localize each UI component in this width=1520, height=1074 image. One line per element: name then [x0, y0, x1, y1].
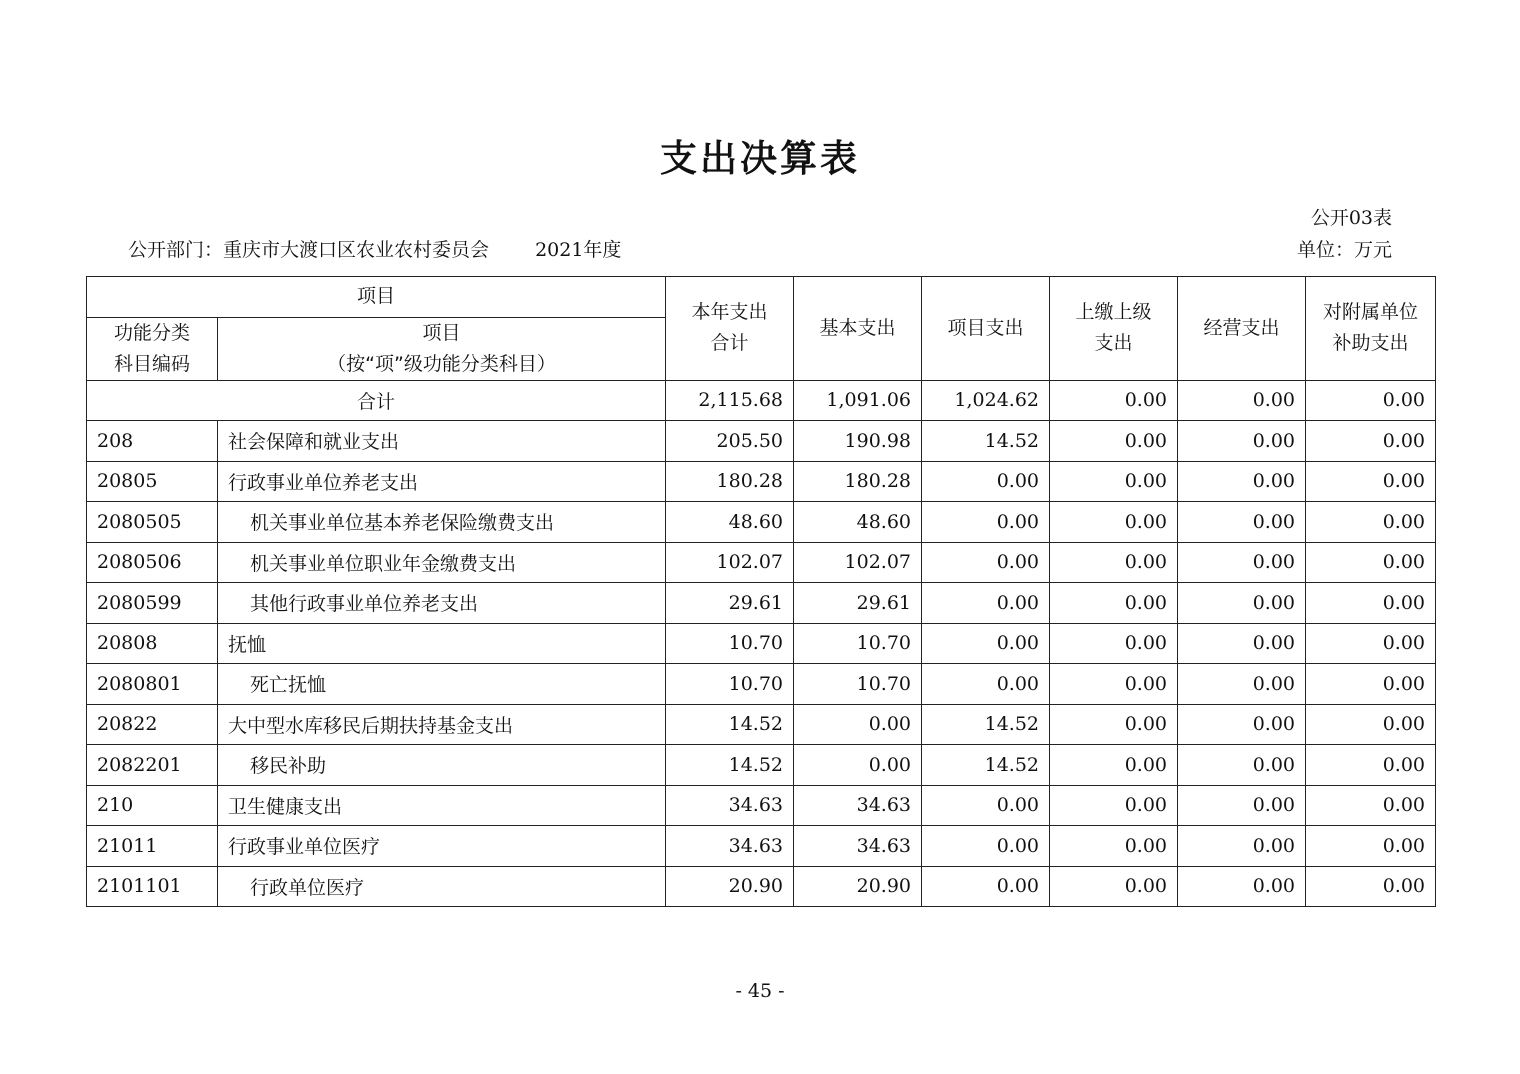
cell-subsidy: 0.00 [1306, 826, 1436, 867]
cell-total: 34.63 [666, 826, 794, 867]
cell-basic: 34.63 [794, 785, 922, 826]
cell-name: 行政事业单位医疗 [218, 826, 666, 867]
cell-upper: 0.00 [1050, 421, 1178, 462]
cell-total: 20.90 [666, 866, 794, 907]
total-cell-total: 2,115.68 [666, 380, 794, 421]
header-name-line2: （按“项”级功能分类科目） [327, 352, 556, 375]
cell-subsidy: 0.00 [1306, 785, 1436, 826]
cell-code: 2080599 [87, 583, 218, 624]
table-row [87, 866, 1436, 907]
year-label: 2021年度 [535, 239, 622, 261]
cell-basic: 0.00 [794, 745, 922, 786]
cell-name: 死亡抚恤 [218, 664, 666, 705]
cell-total: 205.50 [666, 421, 794, 462]
cell-subsidy: 0.00 [1306, 745, 1436, 786]
cell-subsidy: 0.00 [1306, 542, 1436, 583]
cell-name: 卫生健康支出 [218, 785, 666, 826]
table-row [87, 421, 1436, 462]
header-project-expense: 项目支出 [922, 277, 1050, 381]
cell-basic: 10.70 [794, 623, 922, 664]
cell-code: 20822 [87, 704, 218, 745]
cell-upper: 0.00 [1050, 704, 1178, 745]
meta-left [128, 235, 661, 262]
total-label: 合计 [87, 380, 666, 421]
total-cell-subsidy: 0.00 [1306, 380, 1436, 421]
cell-basic: 48.60 [794, 502, 922, 543]
cell-total: 10.70 [666, 664, 794, 705]
cell-total: 29.61 [666, 583, 794, 624]
unit-label: 单位：万元 [1296, 239, 1392, 261]
cell-name: 社会保障和就业支出 [218, 421, 666, 462]
table-row [87, 745, 1436, 786]
cell-upper: 0.00 [1050, 623, 1178, 664]
cell-total: 34.63 [666, 785, 794, 826]
cell-name: 机关事业单位基本养老保险缴费支出 [218, 502, 666, 543]
cell-subsidy: 0.00 [1306, 866, 1436, 907]
cell-code: 2080506 [87, 542, 218, 583]
cell-subsidy: 0.00 [1306, 623, 1436, 664]
cell-business: 0.00 [1178, 664, 1306, 705]
cell-business: 0.00 [1178, 421, 1306, 462]
cell-business: 0.00 [1178, 623, 1306, 664]
cell-business: 0.00 [1178, 745, 1306, 786]
cell-upper: 0.00 [1050, 826, 1178, 867]
table-header [87, 277, 1436, 381]
cell-upper: 0.00 [1050, 461, 1178, 502]
cell-basic: 20.90 [794, 866, 922, 907]
cell-total: 10.70 [666, 623, 794, 664]
header-upper-line1: 上缴上级 [1075, 301, 1152, 324]
cell-business: 0.00 [1178, 502, 1306, 543]
header-total [666, 277, 794, 381]
table-row [87, 826, 1436, 867]
cell-project: 0.00 [922, 785, 1050, 826]
header-basic: 基本支出 [794, 277, 922, 381]
cell-upper: 0.00 [1050, 866, 1178, 907]
cell-basic: 0.00 [794, 704, 922, 745]
cell-upper: 0.00 [1050, 745, 1178, 786]
cell-project: 14.52 [922, 704, 1050, 745]
cell-business: 0.00 [1178, 866, 1306, 907]
header-upper [1050, 277, 1178, 381]
cell-code: 208 [87, 421, 218, 462]
header-total-line1: 本年支出 [691, 301, 768, 324]
table-row [87, 785, 1436, 826]
header-subsidy-line2: 补助支出 [1332, 332, 1409, 355]
cell-basic: 180.28 [794, 461, 922, 502]
cell-total: 14.52 [666, 745, 794, 786]
cell-code: 210 [87, 785, 218, 826]
cell-code: 20808 [87, 623, 218, 664]
cell-project: 14.52 [922, 421, 1050, 462]
cell-code: 2080801 [87, 664, 218, 705]
table-row [87, 583, 1436, 624]
header-name-line1: 项目 [422, 321, 461, 344]
total-cell-upper: 0.00 [1050, 380, 1178, 421]
header-total-line2: 合计 [710, 332, 749, 355]
expenditure-table [86, 276, 1436, 907]
cell-total: 14.52 [666, 704, 794, 745]
cell-code: 2101101 [87, 866, 218, 907]
cell-subsidy: 0.00 [1306, 421, 1436, 462]
cell-basic: 102.07 [794, 542, 922, 583]
cell-subsidy: 0.00 [1306, 583, 1436, 624]
cell-basic: 29.61 [794, 583, 922, 624]
cell-subsidy: 0.00 [1306, 664, 1436, 705]
header-code-line2: 科目编码 [113, 352, 190, 375]
table-row [87, 542, 1436, 583]
cell-code: 2082201 [87, 745, 218, 786]
table-row [87, 461, 1436, 502]
cell-business: 0.00 [1178, 542, 1306, 583]
cell-basic: 34.63 [794, 826, 922, 867]
cell-project: 0.00 [922, 623, 1050, 664]
total-cell-basic: 1,091.06 [794, 380, 922, 421]
header-subsidy-line1: 对附属单位 [1323, 301, 1419, 324]
cell-name: 大中型水库移民后期扶持基金支出 [218, 704, 666, 745]
cell-basic: 10.70 [794, 664, 922, 705]
cell-name: 抚恤 [218, 623, 666, 664]
department-label: 公开部门：重庆市大渡口区农业农村委员会 [128, 239, 490, 261]
cell-project: 0.00 [922, 502, 1050, 543]
cell-total: 180.28 [666, 461, 794, 502]
cell-project: 0.00 [922, 866, 1050, 907]
cell-upper: 0.00 [1050, 542, 1178, 583]
page-number: - 45 - [735, 980, 785, 1002]
cell-project: 0.00 [922, 664, 1050, 705]
header-business: 经营支出 [1178, 277, 1306, 381]
table-number: 公开03表 [1310, 207, 1392, 229]
cell-project: 0.00 [922, 542, 1050, 583]
cell-name: 移民补助 [218, 745, 666, 786]
header-subsidy [1306, 277, 1436, 381]
cell-name: 行政单位医疗 [218, 866, 666, 907]
cell-code: 2080505 [87, 502, 218, 543]
cell-code: 20805 [87, 461, 218, 502]
table-row [87, 704, 1436, 745]
cell-subsidy: 0.00 [1306, 502, 1436, 543]
header-upper-line2: 支出 [1094, 332, 1133, 355]
cell-project: 0.00 [922, 461, 1050, 502]
cell-upper: 0.00 [1050, 502, 1178, 543]
cell-business: 0.00 [1178, 704, 1306, 745]
total-row [87, 380, 1436, 421]
table-row [87, 664, 1436, 705]
meta-row [128, 235, 1392, 262]
cell-code: 21011 [87, 826, 218, 867]
cell-basic: 190.98 [794, 421, 922, 462]
cell-project: 14.52 [922, 745, 1050, 786]
cell-subsidy: 0.00 [1306, 461, 1436, 502]
cell-business: 0.00 [1178, 583, 1306, 624]
header-code [87, 317, 218, 380]
table-row [87, 623, 1436, 664]
cell-upper: 0.00 [1050, 785, 1178, 826]
total-cell-project: 1,024.62 [922, 380, 1050, 421]
cell-business: 0.00 [1178, 461, 1306, 502]
cell-subsidy: 0.00 [1306, 704, 1436, 745]
cell-total: 48.60 [666, 502, 794, 543]
cell-business: 0.00 [1178, 826, 1306, 867]
cell-upper: 0.00 [1050, 664, 1178, 705]
header-code-line1: 功能分类 [113, 321, 190, 344]
cell-business: 0.00 [1178, 785, 1306, 826]
cell-project: 0.00 [922, 583, 1050, 624]
table-row [87, 502, 1436, 543]
cell-name: 其他行政事业单位养老支出 [218, 583, 666, 624]
page-title: 支出决算表 [660, 137, 860, 180]
cell-name: 机关事业单位职业年金缴费支出 [218, 542, 666, 583]
header-project: 项目 [87, 277, 666, 318]
cell-upper: 0.00 [1050, 583, 1178, 624]
cell-project: 0.00 [922, 826, 1050, 867]
table-body [87, 380, 1436, 907]
cell-total: 102.07 [666, 542, 794, 583]
total-cell-business: 0.00 [1178, 380, 1306, 421]
header-name [218, 317, 666, 380]
cell-name: 行政事业单位养老支出 [218, 461, 666, 502]
